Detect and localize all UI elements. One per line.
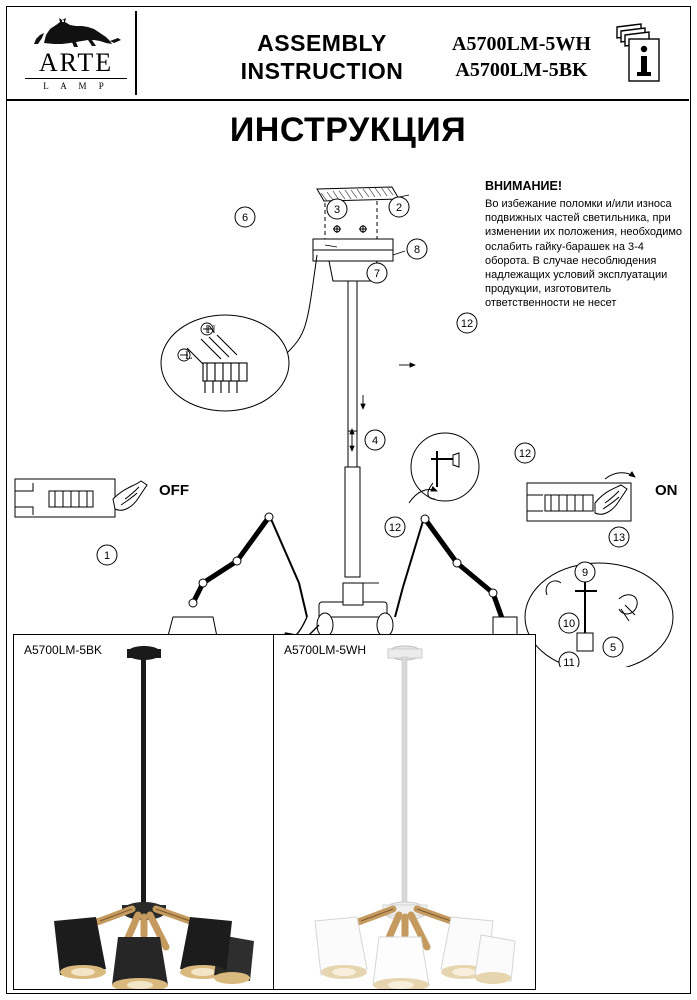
product-image-bk bbox=[14, 635, 273, 989]
step-badge-11 bbox=[559, 652, 579, 667]
brand-name: ARTE bbox=[38, 48, 114, 77]
assembly-title bbox=[207, 29, 437, 85]
brand-sub: L A M P bbox=[43, 81, 109, 92]
instruction-page bbox=[6, 6, 691, 994]
warning-body: Во избежание поломки и/или износа подвижных частей светильника, при изменении их положения, необходимо ослабить гайку-барашек на 3-4 оборота. В случае несоблюдения надлежащих условий эксплуатации продукции, изготовитель ответственности не несет bbox=[485, 198, 683, 310]
brand-divider bbox=[25, 78, 127, 79]
step-badge-8 bbox=[407, 239, 427, 259]
product-photos bbox=[13, 634, 536, 990]
svg-text:4: 4 bbox=[371, 435, 379, 447]
step-badge-9 bbox=[575, 562, 595, 582]
header-divider bbox=[135, 11, 137, 95]
svg-text:13: 13 bbox=[612, 532, 626, 544]
svg-text:3: 3 bbox=[333, 204, 341, 216]
svg-text:12: 12 bbox=[518, 448, 532, 460]
on-label: ON bbox=[655, 482, 678, 499]
svg-text:2: 2 bbox=[395, 202, 403, 214]
photo-label-bk: A5700LM-5BK bbox=[24, 643, 103, 657]
step-badge-2 bbox=[389, 197, 409, 217]
griffin-logo-icon bbox=[26, 13, 126, 49]
photo-label-wh: A5700LM-5WH bbox=[284, 643, 367, 657]
svg-text:12: 12 bbox=[388, 522, 402, 534]
warning-title: ВНИМАНИЕ! bbox=[485, 179, 562, 193]
assembly-title-line1: ASSEMBLY bbox=[257, 30, 387, 56]
header bbox=[7, 7, 689, 95]
step-badge-12-mid bbox=[515, 443, 535, 463]
brand-logo bbox=[21, 13, 131, 93]
step-badge-7 bbox=[367, 263, 387, 283]
svg-text:5: 5 bbox=[609, 642, 617, 654]
step-badge-5 bbox=[603, 637, 623, 657]
assembly-diagram bbox=[7, 147, 689, 667]
assembly-title-line2: INSTRUCTION bbox=[240, 58, 404, 84]
product-code-bk: A5700LM-5BK bbox=[455, 59, 588, 81]
svg-text:12: 12 bbox=[460, 318, 474, 330]
step-badge-1 bbox=[97, 545, 117, 565]
svg-text:6: 6 bbox=[241, 212, 249, 224]
photo-panel-bk bbox=[13, 634, 274, 990]
terminal-label-L: L bbox=[185, 348, 193, 362]
svg-text:7: 7 bbox=[373, 268, 381, 280]
page-title: ИНСТРУКЦИЯ bbox=[229, 111, 467, 149]
product-image-wh bbox=[274, 635, 535, 989]
svg-text:1: 1 bbox=[103, 550, 111, 562]
terminal-label-N: N bbox=[207, 322, 216, 336]
photo-panel-wh bbox=[273, 634, 536, 990]
step-badge-12-bottom bbox=[385, 517, 405, 537]
header-bottom-rule bbox=[7, 99, 689, 101]
step-badge-10 bbox=[559, 613, 579, 633]
svg-text:11: 11 bbox=[563, 657, 575, 667]
manual-book-icon bbox=[611, 21, 669, 83]
step-badge-13 bbox=[609, 527, 629, 547]
svg-text:9: 9 bbox=[581, 567, 589, 579]
step-badge-12-top bbox=[457, 313, 477, 333]
svg-text:10: 10 bbox=[562, 618, 576, 630]
off-label: OFF bbox=[159, 482, 189, 499]
step-badge-3 bbox=[327, 199, 347, 219]
product-code-wh: A5700LM-5WH bbox=[452, 33, 591, 55]
step-badge-4 bbox=[365, 430, 385, 450]
step-badge-6 bbox=[235, 207, 255, 227]
svg-text:8: 8 bbox=[413, 244, 421, 256]
product-codes bbox=[439, 31, 604, 83]
